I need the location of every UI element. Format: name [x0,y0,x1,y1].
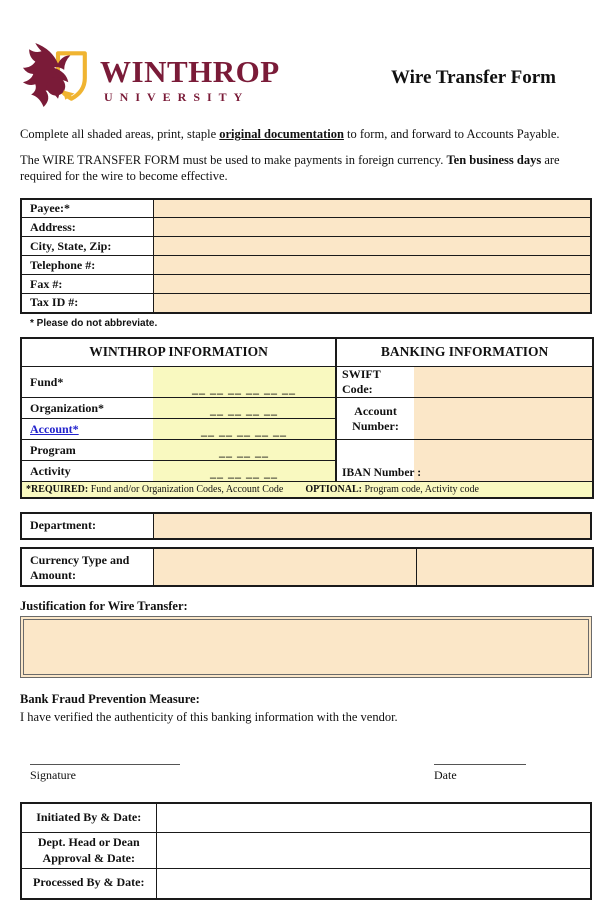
instruction-text: to form, and forward to Accounts Payable. [343,127,560,141]
city-state-zip-field[interactable] [153,237,591,256]
signature-caption: Signature [30,767,76,782]
initiated-by-label: Initiated By & Date: [21,803,156,833]
processed-by-label: Processed By & Date: [21,869,156,899]
tax-id-field[interactable] [153,294,591,313]
table-row [21,218,591,237]
city-state-zip-label: City, State, Zip: [21,237,153,256]
table-row [21,398,593,419]
date-block [434,751,526,783]
table-header-row [21,338,593,367]
eagle-shield-icon [20,43,96,114]
account-code-field[interactable]: __ __ __ __ __ [153,419,336,440]
address-field[interactable] [153,218,591,237]
table-row [21,275,591,294]
instruction-line-2 [20,152,592,185]
codes-footnote-row [21,482,593,498]
iban-number-label: IBAN Number : [336,440,414,482]
instruction-emphasis: Ten business days [446,152,542,167]
instruction-text: are required for the wire to become effective. [20,152,560,183]
codes-table [20,337,594,499]
payee-field[interactable] [153,199,591,218]
table-row [21,237,591,256]
justification-label: Justification for Wire Transfer: [20,598,188,613]
swift-code-field[interactable] [414,367,593,398]
logo-subtitle: UNIVERSITY [104,89,250,104]
instruction-emphasis: original documentation [219,127,344,141]
currency-table [20,547,594,587]
processed-by-field[interactable] [156,869,591,899]
signature-line[interactable] [30,751,180,765]
iban-number-field[interactable] [414,440,593,482]
winthrop-logo [20,43,280,114]
table-row [21,367,593,398]
table-row [21,294,591,313]
telephone-label: Telephone #: [21,256,153,275]
banking-information-header: BANKING INFORMATION [336,338,593,367]
fund-code-field[interactable]: __ __ __ __ __ __ [153,367,336,398]
tax-id-label: Tax ID #: [21,294,153,313]
dept-head-approval-field[interactable] [156,833,591,869]
activity-label: Activity [21,461,153,482]
currency-type-field[interactable] [153,548,416,586]
required-text: Fund and/or Organization Codes, Account Code [88,483,284,495]
fax-label: Fax #: [21,275,153,294]
account-number-field[interactable] [414,398,593,440]
table-row [21,833,591,869]
date-caption: Date [434,767,457,782]
organization-label: Organization* [21,398,153,419]
address-label: Address: [21,218,153,237]
currency-label: Currency Type and Amount: [21,548,153,586]
logo-name: WINTHROP [100,54,280,90]
department-table [20,512,592,540]
table-row [21,869,591,899]
approval-table [20,802,592,900]
codes-footnote [21,482,593,498]
program-code-field[interactable]: __ __ __ [153,440,336,461]
table-row [21,440,593,461]
optional-text: Program code, Activity code [361,483,479,495]
fraud-prevention-heading: Bank Fraud Prevention Measure: [20,691,200,706]
fax-field[interactable] [153,275,591,294]
organization-code-field[interactable]: __ __ __ __ [153,398,336,419]
program-label: Program [21,440,153,461]
table-row [21,256,591,275]
table-row [21,513,591,539]
abbreviation-footnote: * Please do not abbreviate. [30,317,158,329]
fraud-prevention-statement: I have verified the authenticity of this banking information with the vendor. [20,709,398,724]
justification-field[interactable] [20,616,592,678]
logo-wordmark [100,54,280,104]
account-number-label: Account Number: [336,398,414,440]
instruction-line-1 [20,126,592,143]
table-row [21,199,591,218]
table-row [21,548,593,586]
fund-label: Fund* [21,367,153,398]
signature-row [20,751,592,783]
initiated-by-field[interactable] [156,803,591,833]
account-link[interactable]: Account* [21,419,153,440]
payee-table [20,198,592,314]
activity-code-field[interactable]: __ __ __ __ [153,461,336,482]
instruction-text: Complete all shaded areas, print, staple [20,127,220,141]
department-label: Department: [21,513,153,539]
department-field[interactable] [153,513,591,539]
winthrop-information-header: WINTHROP INFORMATION [21,338,336,367]
form-header [20,44,592,112]
currency-amount-field[interactable] [416,548,593,586]
swift-code-label: SWIFT Code: [336,367,414,398]
required-label: *REQUIRED: [26,483,89,495]
table-row [21,803,591,833]
optional-label: OPTIONAL: [305,483,362,495]
date-line[interactable] [434,751,526,765]
signature-block [30,751,180,783]
page-title: Wire Transfer Form [391,67,556,88]
telephone-field[interactable] [153,256,591,275]
payee-label: Payee:* [21,199,153,218]
instruction-text: The WIRE TRANSFER FORM must be used to make payments in foreign currency. [20,152,447,167]
dept-head-approval-label: Dept. Head or Dean Approval & Date: [21,833,156,869]
